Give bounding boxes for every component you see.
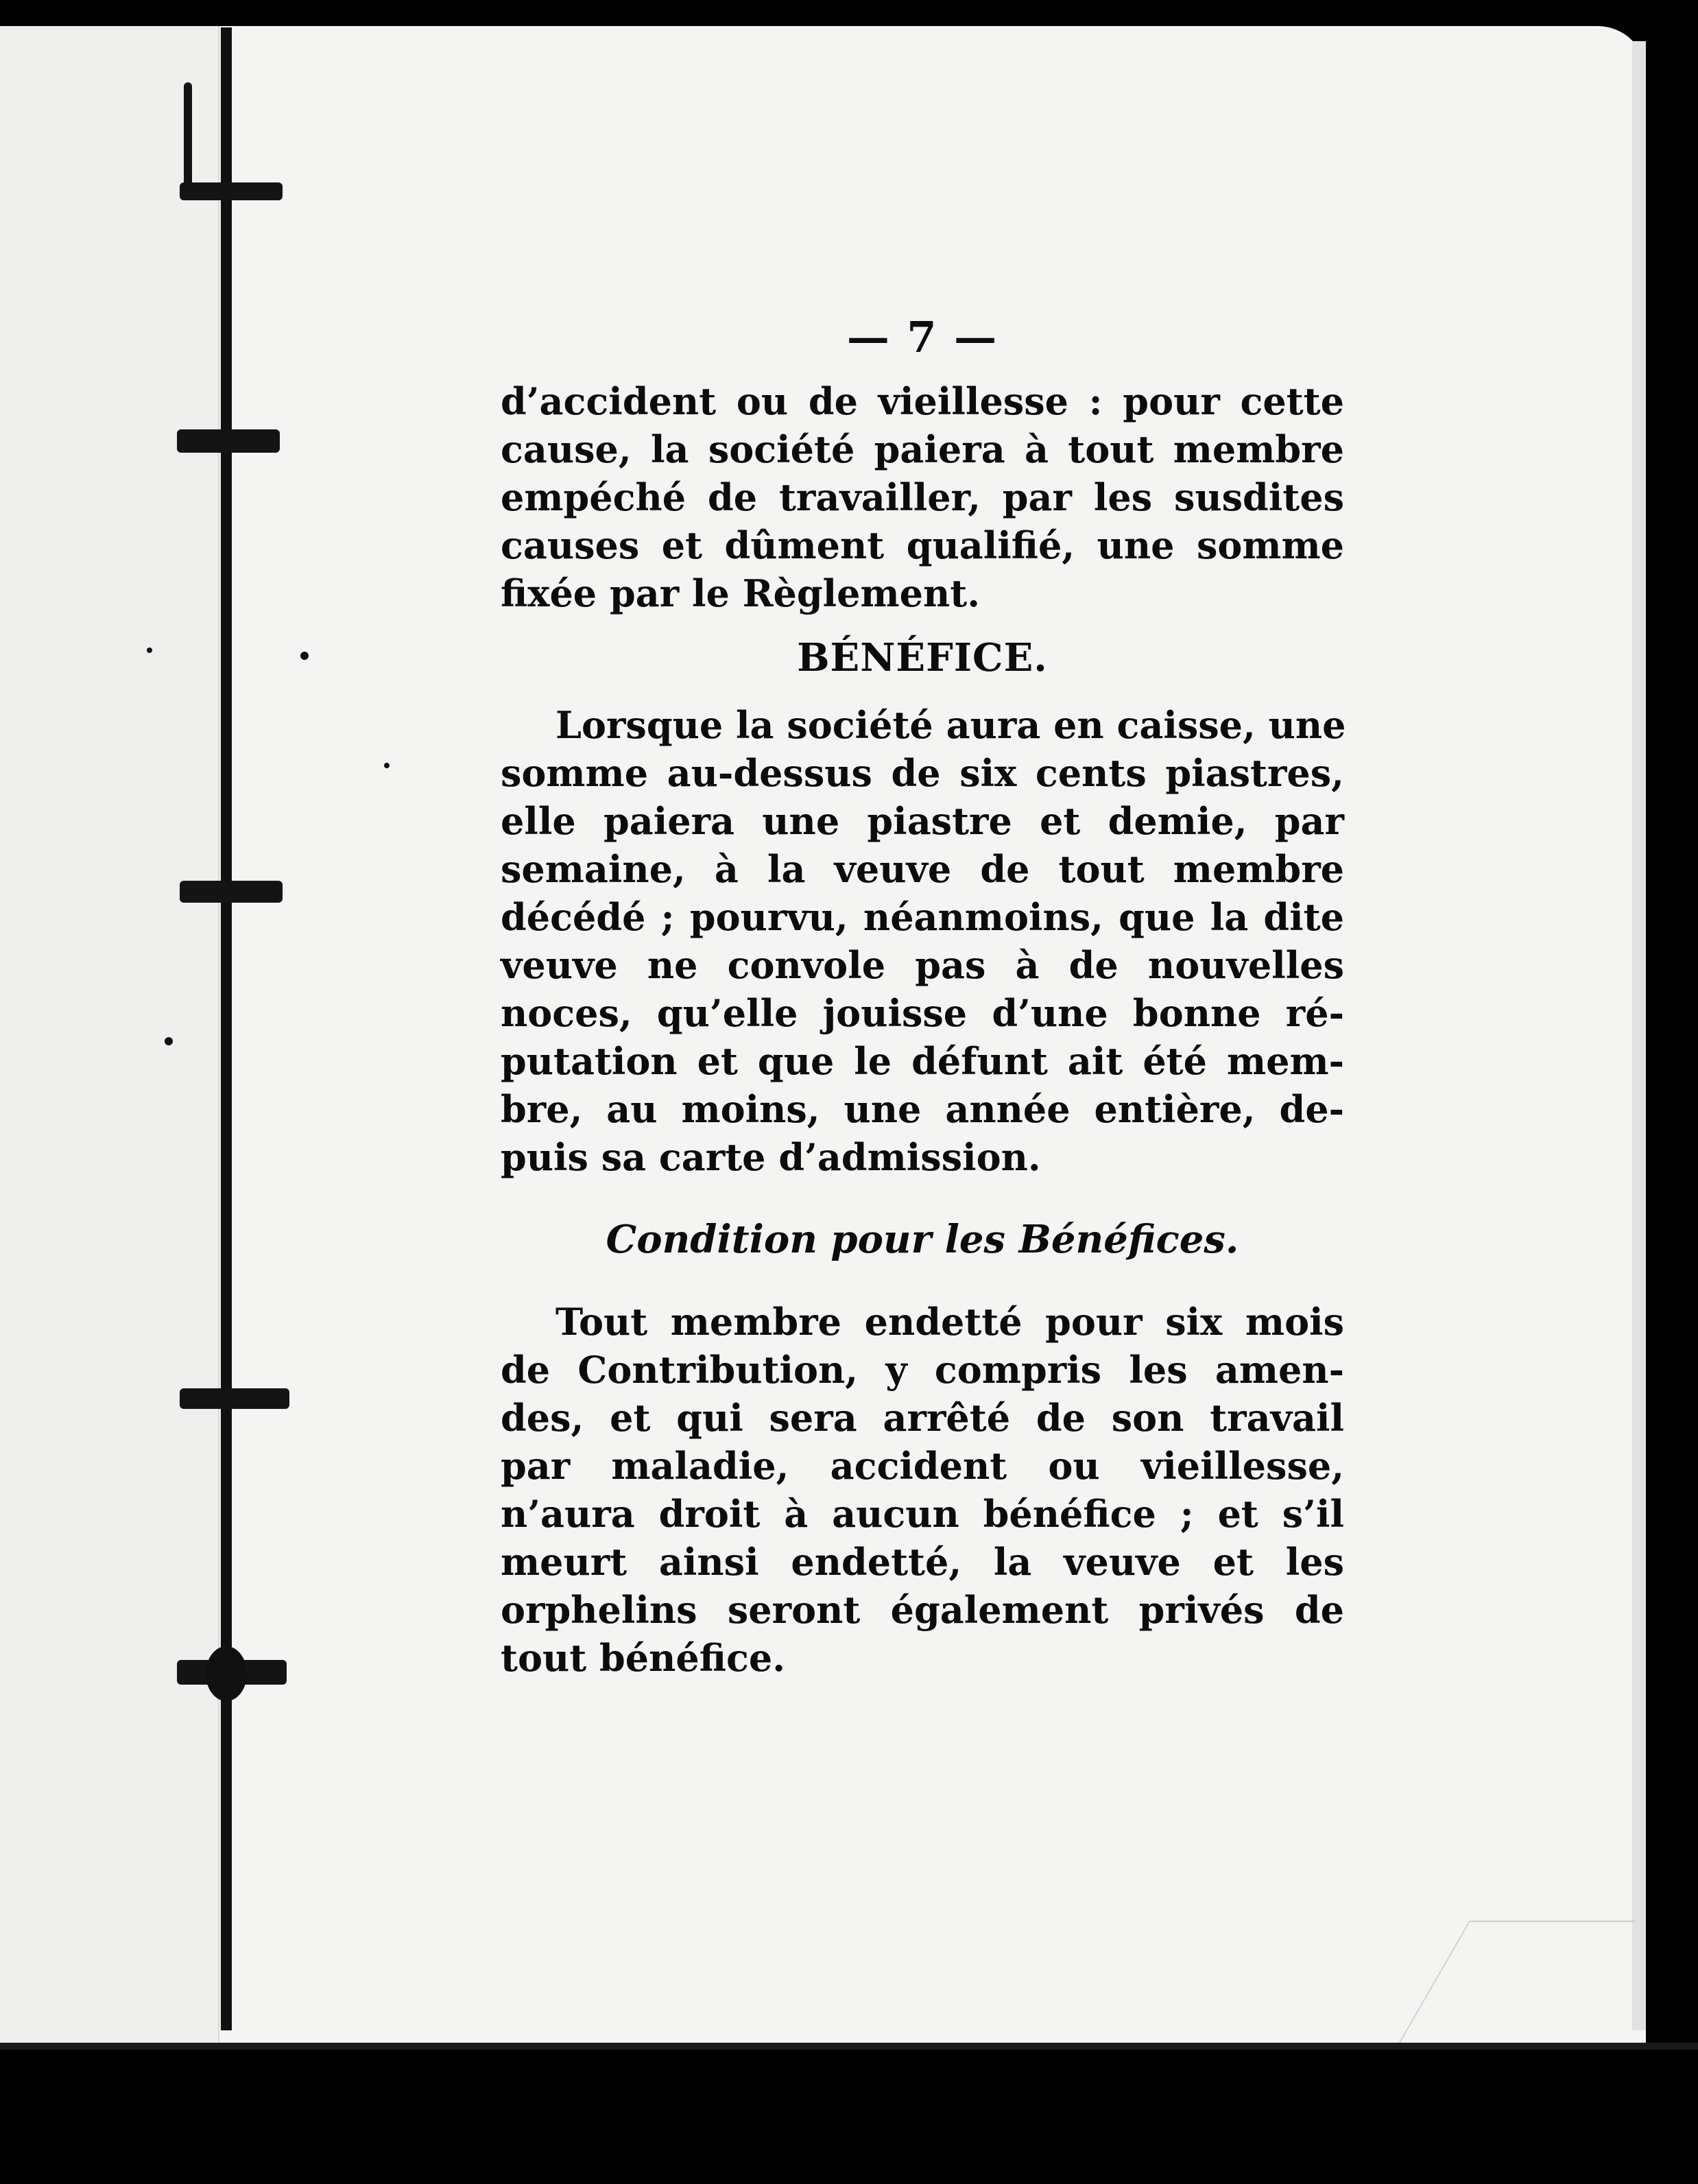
paragraph-condition	[501, 1298, 1344, 1682]
binding-stitch	[177, 429, 280, 453]
text-line: cause, la société paiera à tout membre	[501, 427, 1344, 471]
paragraph-benefice	[501, 701, 1344, 1181]
text-line: empéché de travailler, par les susdites	[501, 475, 1344, 519]
text-line: fixée par le Règlement.	[501, 571, 980, 615]
text-line: elle paiera une piastre et demie, par	[501, 799, 1344, 843]
ink-speck	[300, 652, 309, 660]
text-line: meurt ainsi endetté, la veuve et les	[501, 1540, 1344, 1584]
section-heading-condition: Condition pour les Bénéfices.	[606, 1217, 1239, 1262]
binding-margin	[0, 26, 219, 2050]
text-line: noces, qu’elle jouisse d’une bonne ré-	[501, 991, 1344, 1035]
binding-stitch	[180, 182, 283, 200]
ink-speck	[147, 648, 152, 653]
binding-stitch	[180, 1388, 289, 1409]
text-line: des, et qui sera arrêté de son travail	[501, 1396, 1344, 1440]
text-line: bre, au moins, une année entière, de-	[501, 1087, 1344, 1131]
text-line: de Contribution, y compris les amen-	[501, 1348, 1344, 1392]
text-line: Tout membre endetté pour six mois	[555, 1300, 1344, 1344]
text-line: décédé ; pourvu, néanmoins, que la dite	[501, 895, 1344, 939]
text-line: orphelins seront également privés de	[501, 1588, 1344, 1632]
paragraph-accident	[501, 377, 1344, 617]
binding-stitch	[184, 82, 192, 199]
text-block	[501, 312, 1344, 1682]
page-number: — 7 —	[846, 312, 999, 362]
page-right-edge	[1632, 41, 1646, 2030]
text-line: d’accident ou de vieillesse : pour cette	[501, 379, 1344, 423]
text-line: putation et que le défunt ait été mem-	[501, 1039, 1344, 1083]
text-line: par maladie, accident ou vieillesse,	[501, 1444, 1344, 1488]
ink-speck	[384, 763, 390, 768]
text-line: veuve ne convole pas à de nouvelles	[501, 943, 1344, 987]
binding-thread	[221, 27, 232, 2030]
text-line: n’aura droit à aucun bénéfice ; et s’il	[501, 1492, 1344, 1536]
text-line: causes et dûment qualifié, une somme	[501, 523, 1344, 567]
binding-knot	[206, 1646, 247, 1701]
binding-stitch	[180, 881, 283, 903]
text-line: semaine, à la veuve de tout membre	[501, 847, 1344, 891]
section-heading-benefice: BÉNÉFICE.	[797, 635, 1048, 680]
page-bottom-edge	[0, 2043, 1698, 2050]
text-line: tout bénéfice.	[501, 1636, 785, 1680]
text-line: Lorsque la société aura en caisse, une	[555, 703, 1346, 747]
text-line: puis sa carte d’admission.	[501, 1135, 1041, 1179]
text-line: somme au-dessus de six cents piastres,	[501, 751, 1344, 795]
ink-speck	[165, 1037, 173, 1045]
